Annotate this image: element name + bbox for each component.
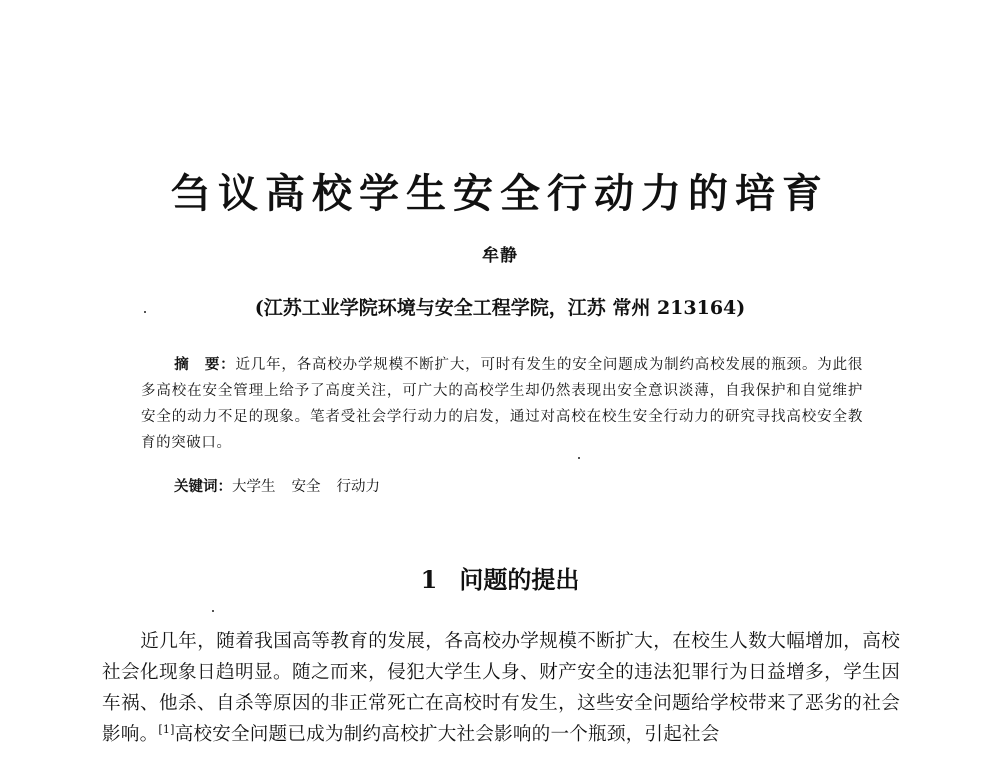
body-text-part-2: 高校安全问题已成为制约高校扩大社会影响的一个瓶颈，引起社会 (174, 724, 720, 745)
scan-speck (144, 311, 146, 313)
keyword-item: 大学生 (232, 479, 276, 495)
citation-marker: [1] (158, 722, 175, 736)
section-number: 1 (420, 565, 438, 594)
body-paragraph (102, 626, 900, 750)
scan-speck (578, 457, 580, 459)
keywords-label: 关键词： (174, 478, 232, 495)
section-heading (0, 560, 1000, 600)
author-affiliation: (江苏工业学院环境与安全工程学院，江苏 常州 213164) (254, 297, 746, 319)
abstract (141, 352, 863, 456)
body-text-part-1: 近几年，随着我国高等教育的发展，各高校办学规模不断扩大，在校生人数大幅增加，高校社会化现象日趋明显。随之而来，侵犯大学生人身、财产安全的违法犯罪行为日益增多，学生因车祸、他杀、自杀等原因的非正常死亡在高校时有发生，这些安全问题给学校带来了恶劣的社会影响。 (102, 631, 900, 745)
abstract-label: 摘 要： (174, 356, 236, 373)
keyword-item: 行动力 (336, 479, 380, 495)
paper-title: 刍议高校学生安全行动力的培育 (171, 170, 829, 217)
abstract-text: 近几年，各高校办学规模不断扩大，可时有发生的安全问题成为制约高校发展的瓶颈。为此很多高校在安全管理上给予了高度关注，可广大的高校学生却仍然表现出安全意识淡薄，自我保护和自觉维护安全的动力不足的现象。笔者受社会学行动力的启发，通过对高校在校生安全行动力的研究寻找高校安全教育的突破口。 (141, 357, 863, 451)
keywords (174, 474, 396, 500)
scan-speck (212, 610, 214, 612)
author-name: 牟静 (482, 246, 518, 266)
keyword-item: 安全 (291, 479, 321, 495)
section-title: 问题的提出 (459, 565, 580, 594)
